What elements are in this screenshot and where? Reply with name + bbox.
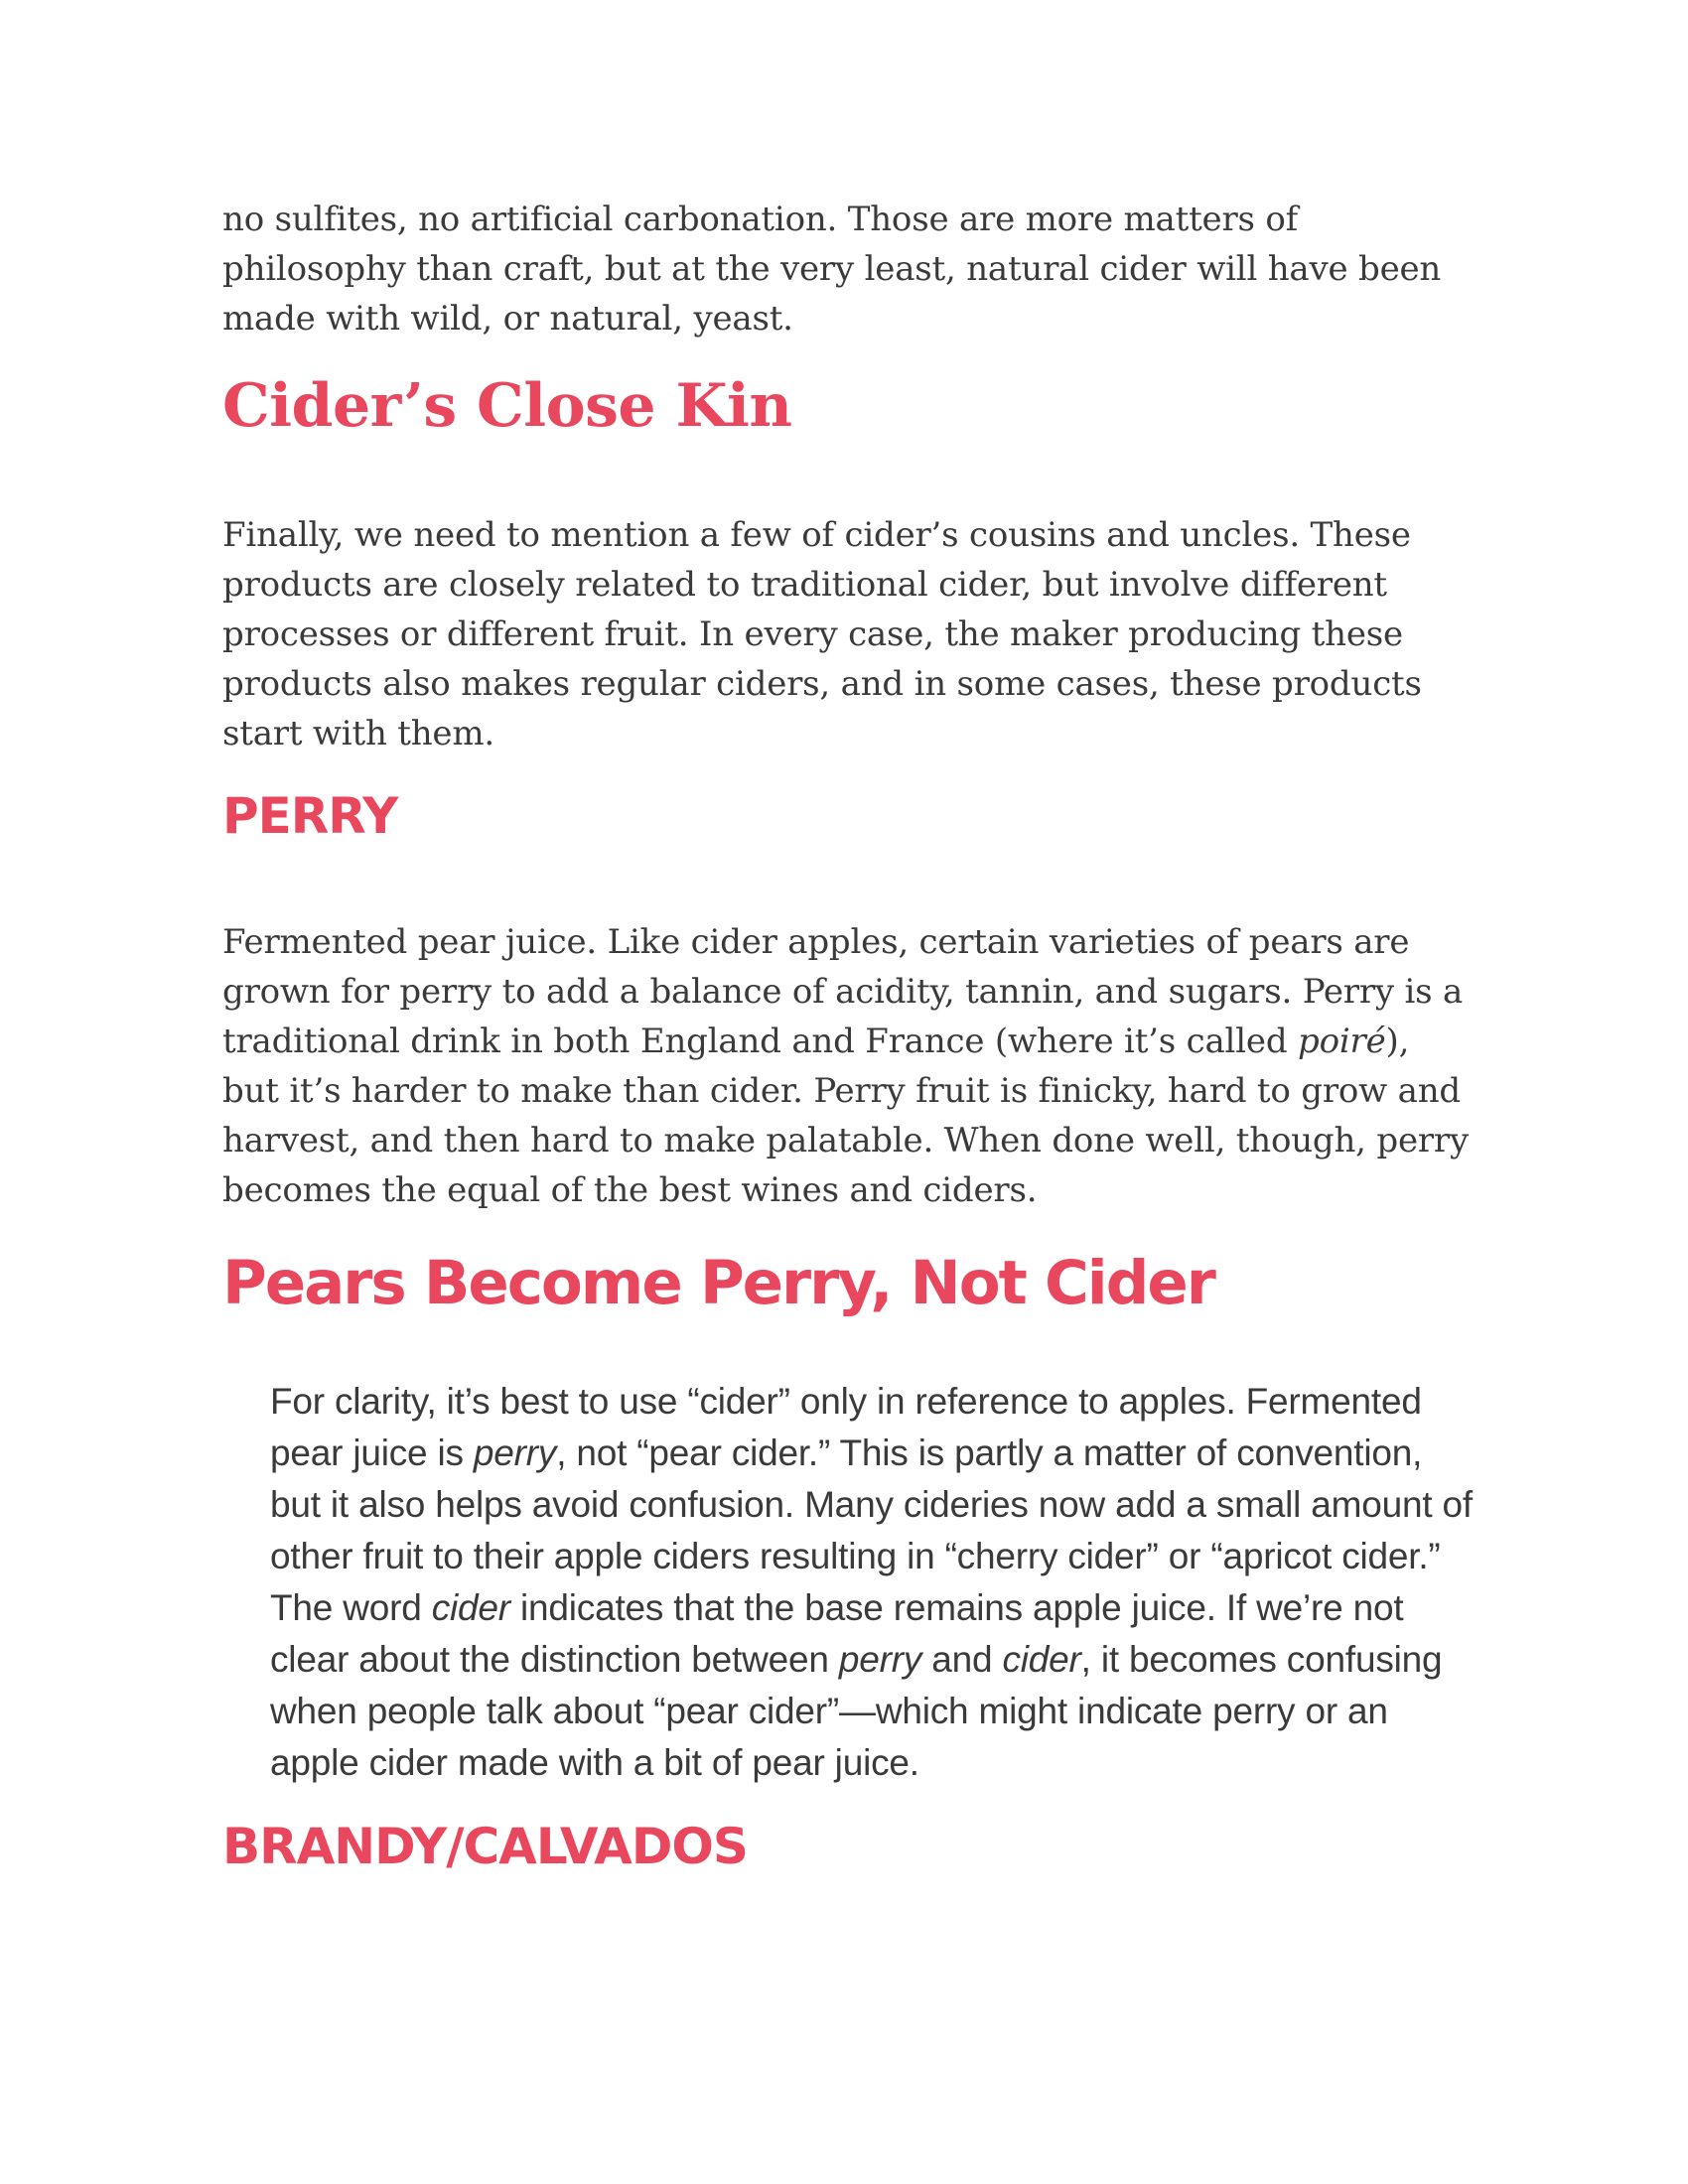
sidebar-text-2: , not “pear cider.” This is partly a matter of convention, but it also helps avoid confusion. Many cideries now add a small amount of other fruit to their apple ciders resulting in “cherry cider” or “apricot cider.” The word <box>270 1433 1473 1628</box>
heading-brandy-calvados: BRANDY/CALVADOS <box>222 1818 748 1875</box>
sidebar-paragraph <box>222 1376 1474 1789</box>
heading-pears-become-perry: Pears Become Perry, Not Cider <box>222 1248 1214 1318</box>
perry-text-1: Fermented pear juice. Like cider apples, certain varieties of pears are grown for perry to add a balance of acidity, tannin, and sugars. Perry is a traditional drink in both England and France (where it’s called <box>222 922 1464 1061</box>
sidebar-text-4: and <box>921 1639 1003 1680</box>
sidebar-text-1: For clarity, it’s best to use “cider” only in reference to apples. Fermented pear juice is <box>270 1381 1422 1473</box>
sidebar-italic-cider-2: cider <box>1002 1639 1081 1680</box>
perry-italic-poire: poiré <box>1298 1022 1386 1061</box>
sidebar-italic-perry-2: perry <box>838 1639 922 1680</box>
page-content <box>222 195 1474 1876</box>
heading-perry: PERRY <box>222 787 398 845</box>
close-kin-paragraph: Finally, we need to mention a few of cider’s cousins and uncles. These products are closely related to traditional cider, but involve different processes or different fruit. In every case, the maker producing these products also makes regular ciders, and in some cases, these products start with them. <box>222 515 1422 753</box>
sidebar-italic-perry: perry <box>473 1433 557 1473</box>
perry-text-2: ), but it’s harder to make than cider. Perry fruit is finicky, hard to grow and harvest, and then hard to make palatable. When done well, though, perry becomes the equal of the best wines and ciders. <box>222 1022 1469 1210</box>
sidebar-text-3: indicates that the base remains apple juice. If we’re not clear about the distinction between <box>270 1587 1404 1680</box>
sidebar-text-5: , it becomes confusing when people talk about “pear cider”—which might indicate perry or an apple cider made with a bit of pear juice. <box>270 1639 1443 1783</box>
intro-paragraph: no sulfites, no artificial carbonation. Those are more matters of philosophy than craft, but at the very least, natural cider will have been made with wild, or natural, yeast. <box>222 200 1442 339</box>
heading-ciders-close-kin: Cider’s Close Kin <box>222 371 792 441</box>
perry-paragraph <box>222 917 1474 1215</box>
sidebar-italic-cider: cider <box>431 1587 510 1628</box>
